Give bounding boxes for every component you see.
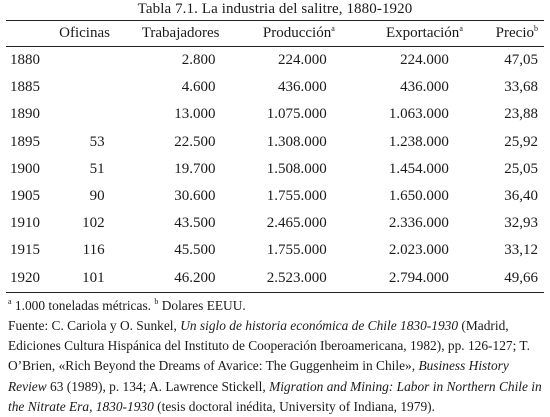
cell-produccion: 2.523.000 xyxy=(266,269,327,286)
footnote-a-mark: a xyxy=(8,296,12,306)
source-title-1: Un siglo de historia económica de Chile 1830-1930 xyxy=(180,317,459,333)
cell-oficinas: 102 xyxy=(82,215,105,232)
cell-produccion: 224.000 xyxy=(278,52,327,69)
cell-oficinas xyxy=(52,101,116,128)
source-journal: Business History Review xyxy=(8,358,509,394)
cell-exportacion: 2.794.000 xyxy=(388,269,449,286)
cell-exportacion: 1.650.000 xyxy=(388,188,449,205)
table-header-row xyxy=(6,21,544,47)
cell-oficinas: 101 xyxy=(82,269,105,286)
table-row xyxy=(6,237,544,264)
header-produccion-label: Producción xyxy=(262,25,332,41)
cell-exportacion: 436.000 xyxy=(400,79,449,96)
nitrate-industry-table xyxy=(6,20,544,293)
table-notes xyxy=(6,296,544,417)
cell-oficinas: 53 xyxy=(89,133,105,150)
header-trabajadores: Trabajadores xyxy=(141,25,220,41)
table-row xyxy=(6,156,544,183)
cell-year: 1905 xyxy=(10,188,40,205)
cell-produccion: 2.465.000 xyxy=(266,215,327,232)
cell-year: 1915 xyxy=(10,242,40,259)
cell-precio: 23,88 xyxy=(504,106,538,123)
cell-trabajadores: 2.800 xyxy=(181,52,216,69)
cell-exportacion: 1.063.000 xyxy=(388,106,449,123)
cell-produccion: 1.308.000 xyxy=(266,133,327,150)
cell-oficinas: 116 xyxy=(82,242,105,259)
header-precio-label: Precio xyxy=(495,25,534,41)
table-row xyxy=(6,101,544,128)
source-part-7: (tesis doctoral inédita, University of Indiana, 1979). xyxy=(153,398,435,414)
table-row xyxy=(6,47,544,75)
header-exportacion-label: Exportación xyxy=(386,25,460,41)
cell-exportacion: 2.023.000 xyxy=(388,242,449,259)
cell-oficinas xyxy=(52,47,116,75)
cell-produccion: 1.075.000 xyxy=(266,106,327,123)
header-oficinas: Oficinas xyxy=(59,25,110,41)
footnote-a-text: 1.000 toneladas métricas. xyxy=(11,297,155,313)
cell-trabajadores: 46.200 xyxy=(174,269,216,286)
source-title-2: Migration and Mining: Labor in Northern Chile in the Nitrate Era, 1830-1930 xyxy=(8,378,542,414)
cell-produccion: 1.755.000 xyxy=(266,188,327,205)
footnotes-line xyxy=(8,296,542,316)
table-row xyxy=(6,74,544,101)
cell-trabajadores: 13.000 xyxy=(174,106,216,123)
cell-trabajadores: 19.700 xyxy=(174,160,216,177)
header-produccion xyxy=(230,21,341,47)
cell-precio: 33,68 xyxy=(504,79,538,96)
cell-precio: 25,05 xyxy=(504,160,538,177)
cell-precio: 32,93 xyxy=(504,215,538,232)
cell-produccion: 1.755.000 xyxy=(266,242,327,259)
cell-produccion: 1.508.000 xyxy=(266,160,327,177)
table-row xyxy=(6,183,544,210)
cell-exportacion: 1.238.000 xyxy=(388,133,449,150)
source-citation xyxy=(8,316,542,417)
cell-oficinas: 51 xyxy=(89,160,105,177)
cell-trabajadores: 45.500 xyxy=(174,242,216,259)
cell-year: 1895 xyxy=(10,133,40,150)
header-precio xyxy=(471,21,544,47)
table-row xyxy=(6,265,544,293)
cell-precio: 25,92 xyxy=(504,133,538,150)
cell-produccion: 436.000 xyxy=(278,79,327,96)
cell-exportacion: 2.336.000 xyxy=(388,215,449,232)
cell-trabajadores: 30.600 xyxy=(174,188,216,205)
source-part-5: 63 (1989), p. 134; A. Lawrence Stickell, xyxy=(46,378,270,394)
header-exportacion xyxy=(341,21,471,47)
cell-trabajadores: 43.500 xyxy=(174,215,216,232)
table-title: Tabla 7.1. La industria del salitre, 1880-1920 xyxy=(137,1,413,17)
cell-exportacion: 224.000 xyxy=(400,52,449,69)
footnote-b-mark: b xyxy=(154,296,159,306)
cell-year: 1885 xyxy=(10,79,40,96)
table-row xyxy=(6,210,544,237)
source-part-3: (Madrid, Ediciones Cultura Hispánica del Instituto de Cooperación Iberoamericana, 1982), pp. 126-127; T. O’Brien, «Rich Beyond the Dreams of Avarice: The Guggenheim in Chile», xyxy=(8,317,530,374)
header-precio-footnote-mark: b xyxy=(534,24,538,33)
cell-precio: 49,66 xyxy=(504,269,538,286)
source-part-1: Fuente: C. Cariola y O. Sunkel, xyxy=(8,317,181,333)
cell-precio: 47,05 xyxy=(504,52,538,69)
cell-exportacion: 1.454.000 xyxy=(388,160,449,177)
cell-precio: 36,40 xyxy=(504,188,538,205)
cell-year: 1910 xyxy=(10,215,40,232)
header-produccion-footnote-mark: a xyxy=(331,24,335,33)
cell-year: 1880 xyxy=(10,52,40,69)
cell-trabajadores: 4.600 xyxy=(181,79,216,96)
cell-year: 1920 xyxy=(10,269,40,286)
cell-oficinas: 90 xyxy=(89,188,105,205)
table-body xyxy=(6,47,544,293)
cell-trabajadores: 22.500 xyxy=(174,133,216,150)
header-exportacion-footnote-mark: a xyxy=(459,24,463,33)
table-row xyxy=(6,129,544,156)
cell-year: 1890 xyxy=(10,106,40,123)
header-year xyxy=(6,21,52,47)
footnote-b-text: Dolares EEUU. xyxy=(158,297,246,313)
cell-oficinas xyxy=(52,74,116,101)
cell-year: 1900 xyxy=(10,160,40,177)
cell-precio: 33,12 xyxy=(504,242,538,259)
